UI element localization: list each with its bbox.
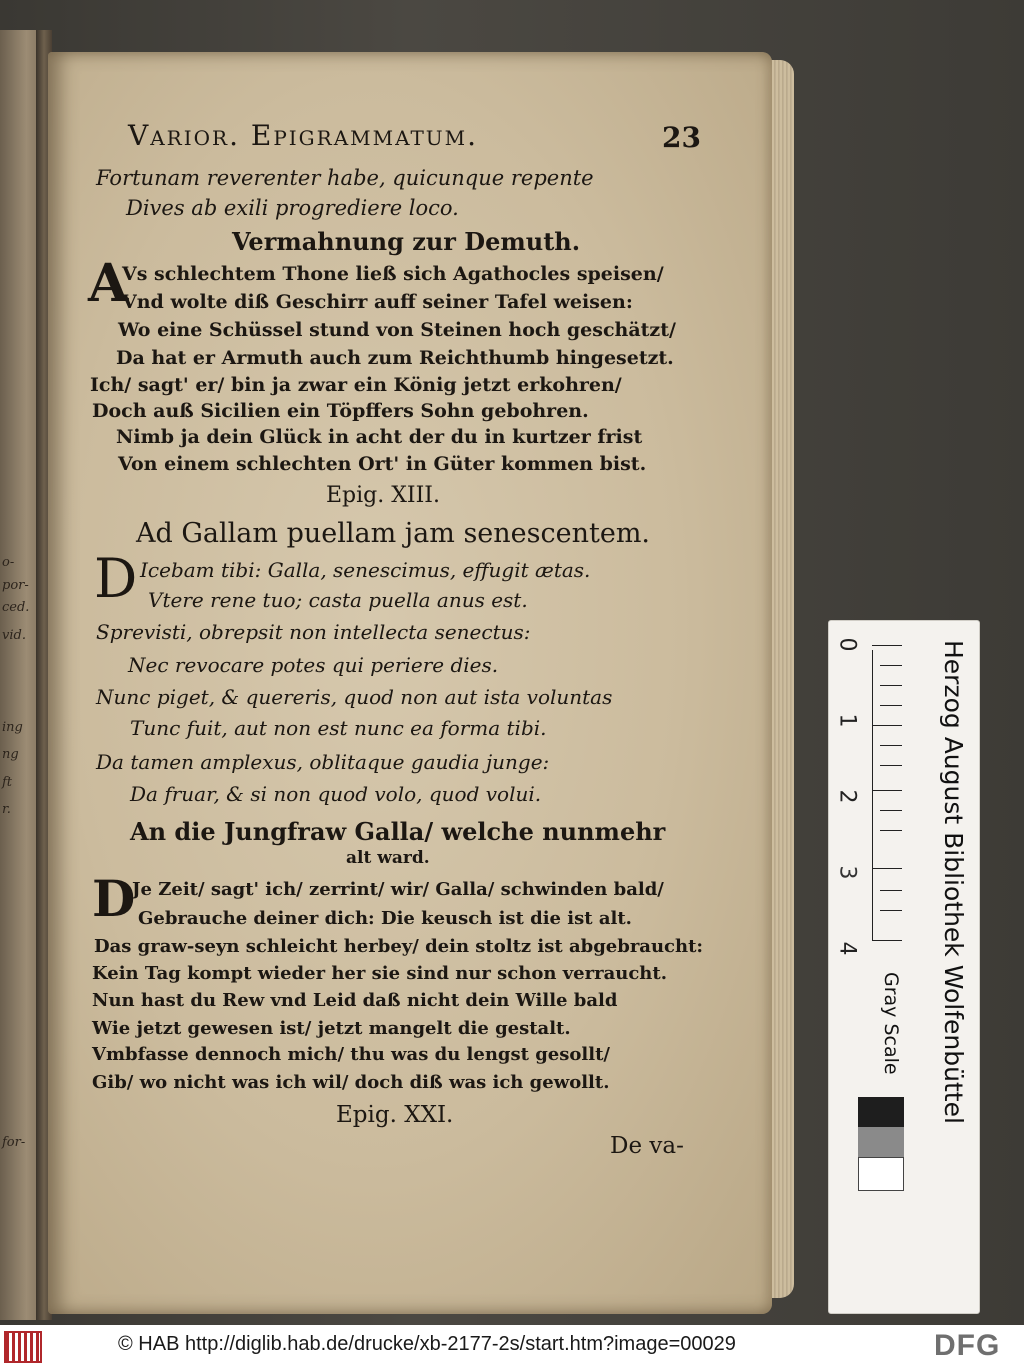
dfg-logo: DFG xyxy=(934,1329,1001,1362)
text-line: Nunc piget, & quereris, quod non aut ista voluntas xyxy=(96,685,613,709)
copyright-url[interactable]: © HAB http://diglib.hab.de/drucke/xb-2177-2s/start.htm?image=00029 xyxy=(118,1333,736,1355)
text-line: Wo eine Schüssel stund von Steinen hoch geschätzt/ xyxy=(118,319,676,341)
text-line: Doch auß Sicilien ein Töpffers Sohn gebohren. xyxy=(92,400,589,422)
text-line: Vtere rene tuo; casta puella anus est. xyxy=(148,588,528,612)
text-line: Da fruar, & si non quod volo, quod volui. xyxy=(130,782,542,806)
text-line: Vs schlechtem Thone ließ sich Agathocles speisen/ xyxy=(122,263,664,285)
text-line: Nec revocare potes qui periere dies. xyxy=(128,653,499,677)
prev-page-fragment: ng xyxy=(2,747,19,762)
text-line: Je Zeit/ sagt' ich/ zerrint/ wir/ Galla/ schwinden bald/ xyxy=(132,879,664,900)
section-heading: An die Jungfraw Galla/ welche nunmehr xyxy=(130,817,666,846)
page-number: 23 xyxy=(662,121,701,154)
gray-swatch-mid xyxy=(858,1127,904,1157)
section-heading: Vermahnung zur Demuth. xyxy=(232,227,581,256)
prev-page-fragment: r. xyxy=(2,802,11,817)
epigram-title: Ad Gallam puellam jam senescentem. xyxy=(136,518,651,549)
text-line: Wie jetzt gewesen ist/ jetzt mangelt die gestalt. xyxy=(92,1018,571,1039)
text-line: Von einem schlechten Ort' in Güter kommen bist. xyxy=(118,453,647,475)
gray-swatch-black xyxy=(858,1097,904,1127)
dropcap: D xyxy=(92,869,136,928)
text-line: Icebam tibi: Galla, senescimus, effugit ætas. xyxy=(140,558,591,582)
dropcap: A xyxy=(88,253,129,314)
prev-page-fragment: ced. xyxy=(2,600,30,615)
prev-page-fragment: ft xyxy=(2,775,13,790)
prev-page-fragment: por- xyxy=(2,578,29,593)
text-line: Gib/ wo nicht was ich wil/ doch diß was ich gewollt. xyxy=(92,1072,610,1093)
footer-bar xyxy=(0,1325,1024,1369)
text-line: Da hat er Armuth auch zum Reichthumb hingesetzt. xyxy=(116,347,674,369)
text-line: Nimb ja dein Glück in acht der du in kurtzer frist xyxy=(116,426,643,448)
section-heading-continued: alt ward. xyxy=(346,848,430,868)
ruler-number: 1 xyxy=(834,713,860,728)
text-line: Vnd wolte diß Geschirr auff seiner Tafel weisen: xyxy=(122,291,633,313)
text-line: Fortunam reverenter habe, quicunque repente xyxy=(96,166,594,190)
prev-page-fragment: vid. xyxy=(2,628,26,643)
text-line: Das graw-seyn schleicht herbey/ dein stoltz ist abgebraucht: xyxy=(94,936,704,957)
text-line: Nun hast du Rew vnd Leid daß nicht dein Wille bald xyxy=(92,990,618,1011)
ruler-number: 3 xyxy=(834,865,860,880)
hab-logo-icon xyxy=(4,1331,42,1363)
gray-scale-label: Gray Scale xyxy=(880,972,902,1075)
ruler-number: 4 xyxy=(834,941,860,956)
text-line: Dives ab exili progrediere loco. xyxy=(126,196,459,220)
ruler-number: 2 xyxy=(834,789,860,804)
text-line: Tunc fuit, aut non est nunc ea forma tibi. xyxy=(130,716,547,740)
text-line: Kein Tag kompt wieder her sie sind nur schon verraucht. xyxy=(92,963,667,984)
ruler-number: 0 xyxy=(834,637,860,652)
gray-swatch-white xyxy=(858,1157,904,1191)
text-line: Gebrauche deiner dich: Die keusch ist die ist alt. xyxy=(138,908,632,929)
ruler-institution-label: Herzog August Bibliothek Wolfenbüttel xyxy=(939,640,968,1124)
epigram-number: Epig. XXI. xyxy=(336,1102,454,1128)
running-header: Varior. Epigrammatum. xyxy=(128,119,479,152)
text-line: Sprevisti, obrepsit non intellecta senectus: xyxy=(96,620,531,644)
dropcap: D xyxy=(94,547,138,610)
text-line: Da tamen amplexus, oblitaque gaudia junge: xyxy=(96,750,550,774)
catchword: De va- xyxy=(610,1133,684,1159)
text-line: Ich/ sagt' er/ bin ja zwar ein König jetzt erkohren/ xyxy=(90,374,622,396)
prev-page-fragment: o- xyxy=(2,555,15,570)
prev-page-fragment: for- xyxy=(2,1135,26,1150)
epigram-number: Epig. XIII. xyxy=(326,483,440,508)
text-line: Vmbfasse dennoch mich/ thu was du lengst gesollt/ xyxy=(92,1044,610,1065)
prev-page-fragment: ing xyxy=(2,720,23,735)
